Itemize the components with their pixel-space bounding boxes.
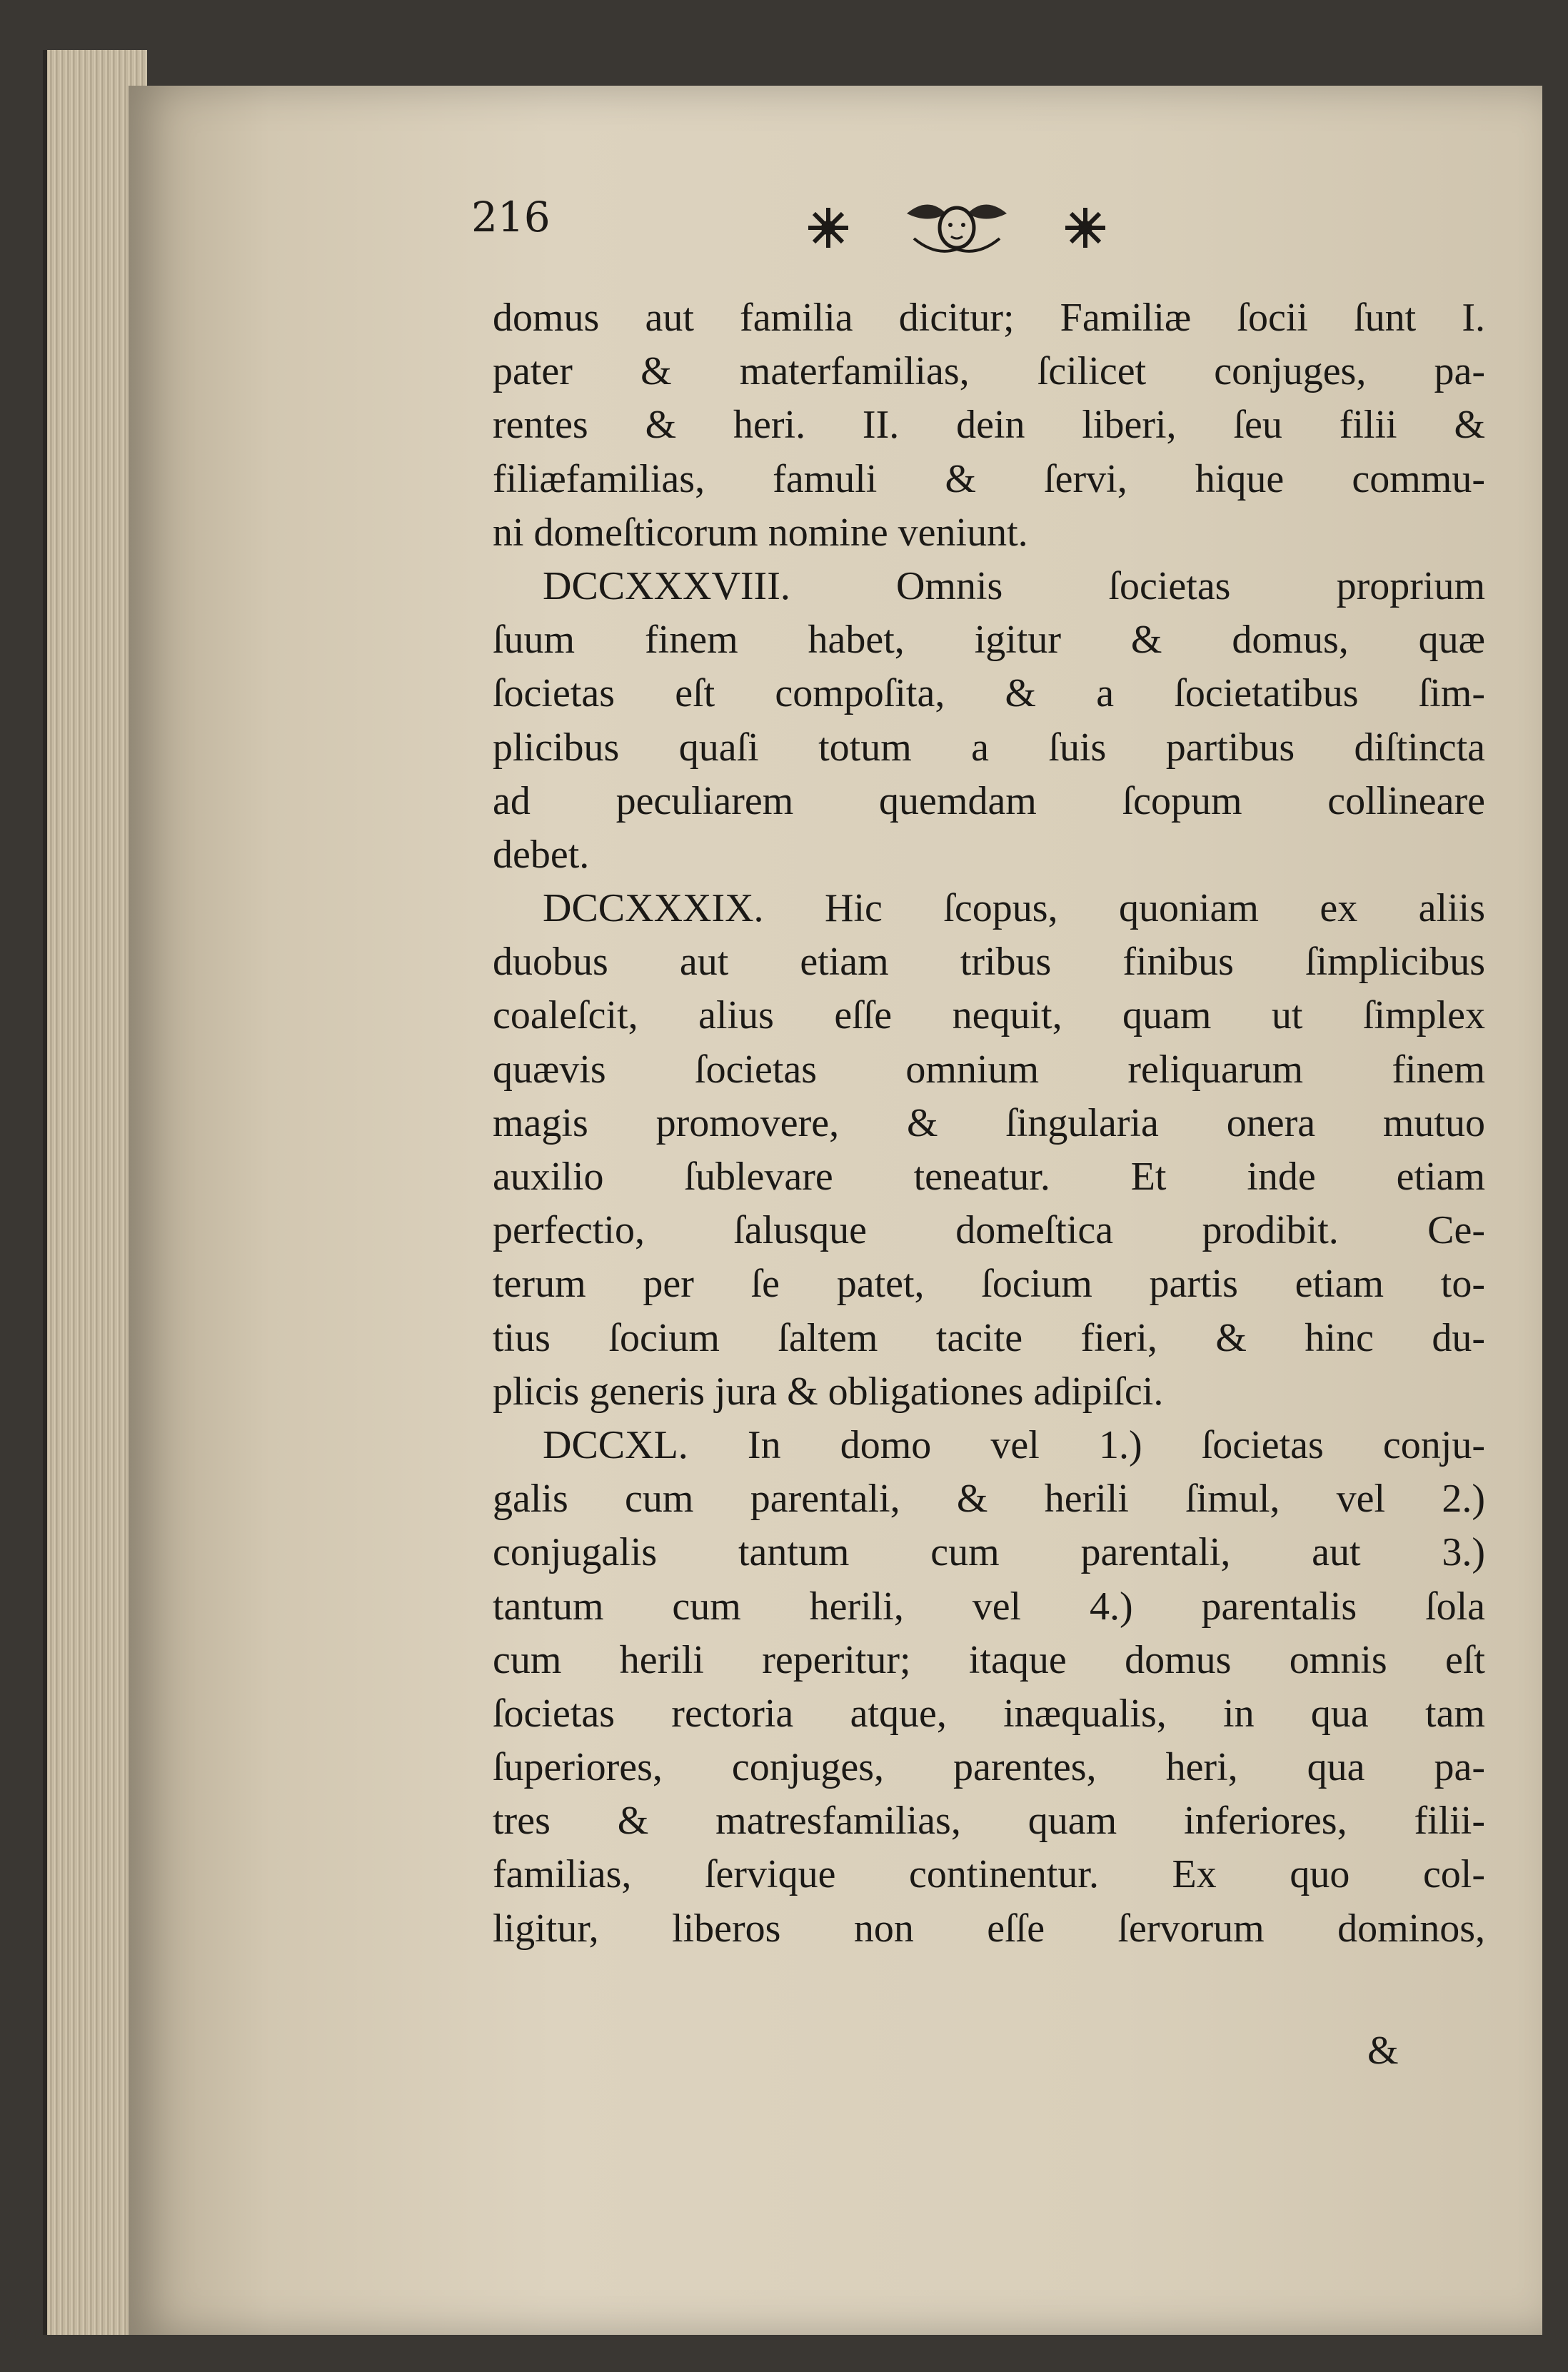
- text-line: debet.: [493, 832, 590, 877]
- text-line: tres & matresfamilias, quam inferiores, filii-: [493, 1799, 1485, 1844]
- paragraph-start-line: DCCXXXIX. Hic ſcopus, quoniam ex aliis: [543, 886, 1485, 931]
- text-line: quævis ſocietas omnium reliquarum finem: [493, 1047, 1485, 1092]
- page-header: [471, 193, 1142, 271]
- text-line: rentes & heri. II. dein liberi, ſeu filii &: [493, 403, 1485, 448]
- text-line: ligitur, liberos non eſſe ſervorum dominos,: [493, 1906, 1485, 1951]
- text-line: tantum cum herili, vel 4.) parentalis ſola: [493, 1584, 1485, 1629]
- text-line: tius ſocium ſaltem tacite fieri, & hinc du-: [493, 1315, 1485, 1360]
- catchword: &: [1367, 2029, 1399, 2073]
- text-line: auxilio ſublevare teneatur. Et inde etiam: [493, 1155, 1485, 1199]
- page-number: 216: [471, 193, 551, 241]
- text-line: plicis generis jura & obligationes adipiſci.: [493, 1369, 1164, 1414]
- text-line: domus aut familia dicitur; Familiæ ſocii ſunt I.: [493, 296, 1485, 340]
- text-line: cum herili reperitur; itaque domus omnis eſt: [493, 1637, 1485, 1682]
- text-line: pater & materfamilias, ſcilicet conjuges, pa-: [493, 349, 1485, 394]
- text-line: duobus aut etiam tribus finibus ſimplicibus: [493, 940, 1485, 985]
- text-line: perfectio, ſalusque domeſtica prodibit. Ce-: [493, 1208, 1485, 1253]
- text-line: coaleſcit, alius eſſe nequit, quam ut ſimplex: [493, 993, 1485, 1038]
- text-line: magis promovere, & ſingularia onera mutuo: [493, 1100, 1485, 1145]
- paragraph-start-line: DCCXXXVIII. Omnis ſocietas proprium: [543, 563, 1485, 608]
- paragraph-start-line: DCCXL. In domo vel 1.) ſocietas conju-: [543, 1422, 1485, 1467]
- text-line: ad peculiarem quemdam ſcopum collineare: [493, 778, 1485, 823]
- text-line: ſuperiores, conjuges, parentes, heri, qua pa-: [493, 1745, 1485, 1790]
- text-line: ni domeſticorum nomine veniunt.: [493, 510, 1028, 555]
- text-line: terum per ſe patet, ſocium partis etiam to-: [493, 1262, 1485, 1307]
- text-line: ſocietas eſt compoſita, & a ſocietatibus ſim-: [493, 671, 1485, 716]
- header-ornament-icon: [800, 196, 1114, 260]
- text-line: ſocietas rectoria atque, inæqualis, in qua tam: [493, 1691, 1485, 1736]
- text-line: familias, ſervique continentur. Ex quo col-: [493, 1852, 1485, 1897]
- body-text: [493, 291, 1485, 1956]
- text-line: ſuum finem habet, igitur & domus, quæ: [493, 618, 1485, 663]
- text-line: conjugalis tantum cum parentali, aut 3.): [493, 1530, 1485, 1575]
- text-line: plicibus quaſi totum a ſuis partibus diſtincta: [493, 725, 1485, 770]
- text-line: galis cum parentali, & herili ſimul, vel 2.): [493, 1477, 1485, 1522]
- text-line: filiæfamilias, famuli & ſervi, hique commu-: [493, 456, 1485, 501]
